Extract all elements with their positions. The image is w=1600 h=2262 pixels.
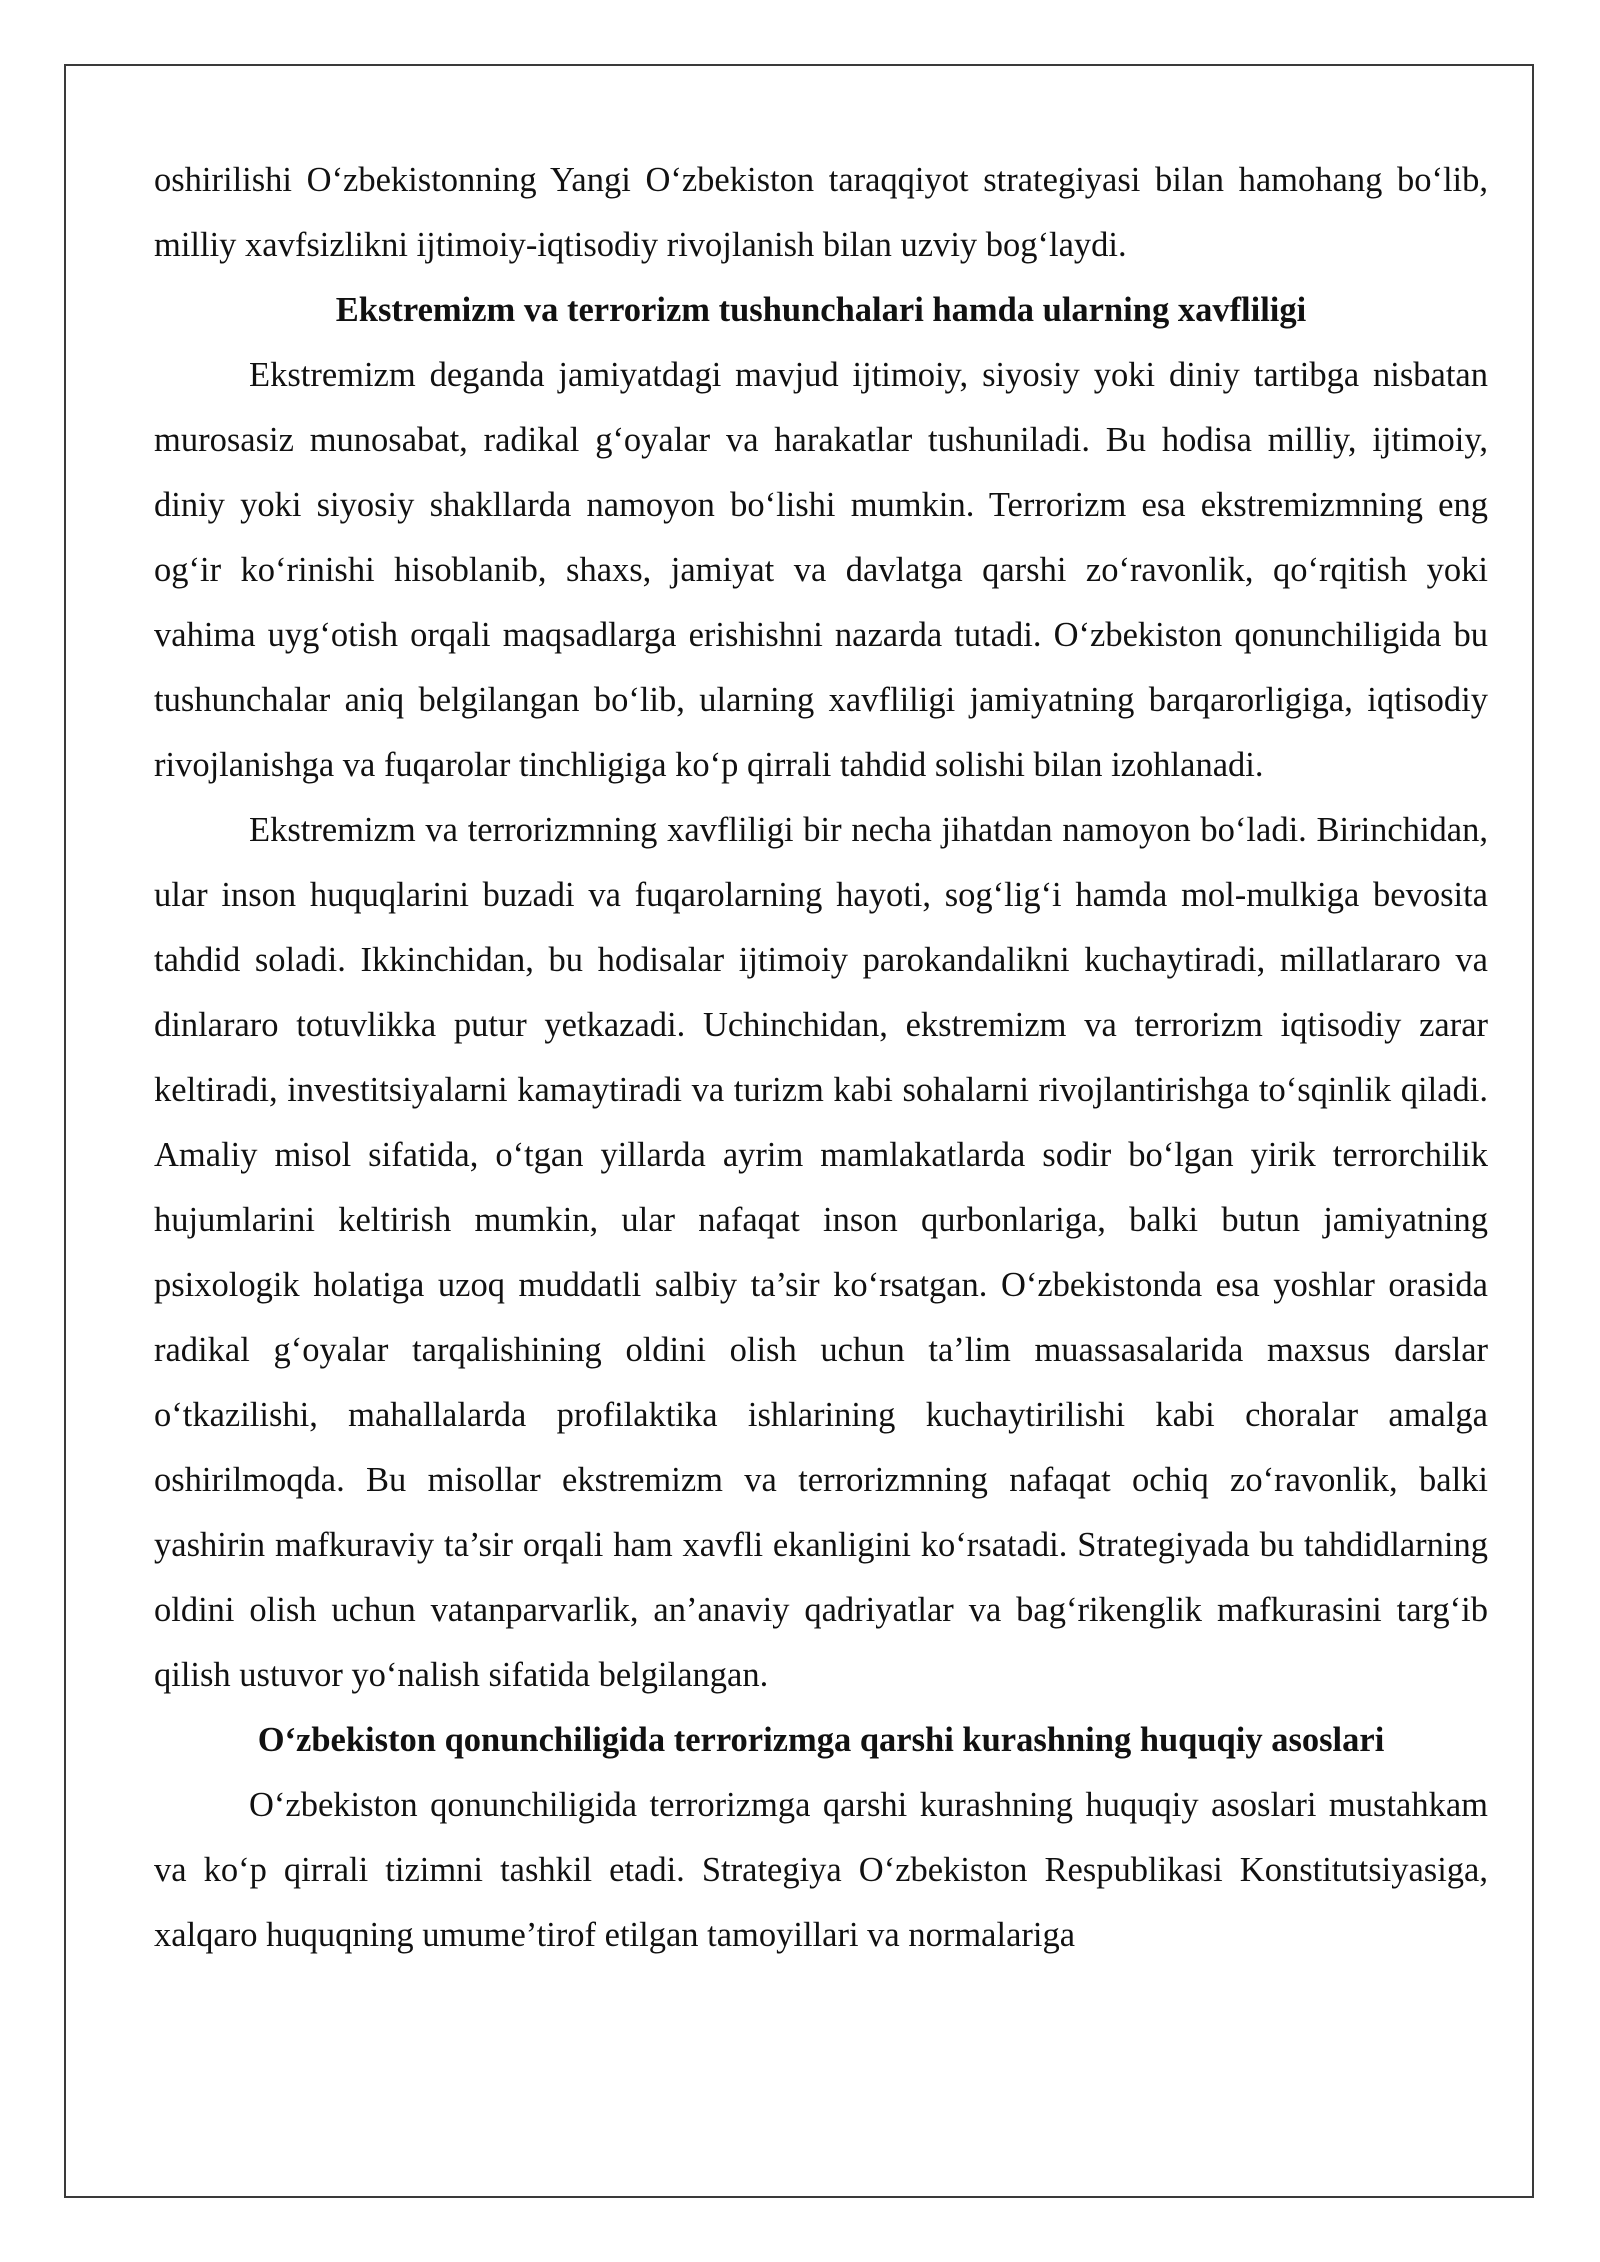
section-heading-legal-basis: O‘zbekiston qonunchiligida terrorizmga qarshi kurashning huquqiy asoslari bbox=[257, 1721, 1385, 1759]
paragraph-continued: oshirilishi O‘zbekistonning Yangi O‘zbekiston taraqqiyot strategiyasi bilan hamohang bo‘lib, milliy xavfsizlikni ijtimoiy-iqtisodiy rivojlanish bilan uzviy bog‘laydi. bbox=[154, 161, 1488, 264]
paragraph-dangers: Ekstremizm va terrorizmning xavfliligi bir necha jihatdan namoyon bo‘ladi. Birinchidan, ular inson huquqlarini buzadi va fuqarolarning hayoti, sog‘lig‘i hamda mol-mulkiga bevosita tahdid soladi. Ikkinchidan, bu hodisalar ijtimoiy parokandalikni kuchaytiradi, millatlararo va dinlararo totuvlikka putur yetkazadi. Uchinchidan, ekstremizm va terrorizm iqtisodiy zarar keltiradi, investitsiyalarni kamaytiradi va turizm kabi sohalarni rivojlantirishga to‘sqinlik qiladi. Amaliy misol sifatida, o‘tgan yillarda ayrim mamlakatlarda sodir bo‘lgan yirik terrorchilik hujumlarini keltirish mumkin, ular nafaqat inson qurbonlariga, balki butun jamiyatning psixologik holatiga uzoq muddatli salbiy ta’sir ko‘rsatgan. O‘zbekistonda esa yoshlar orasida radikal g‘oyalar tarqalishining oldini olish uchun ta’lim muassasalarida maxsus darslar o‘tkazilishi, mahallalarda profilaktika ishlarining kuchaytirilishi kabi choralar amalga oshirilmoqda. Bu misollar ekstremizm va terrorizmning nafaqat ochiq zo‘ravonlik, balki yashirin mafkuraviy ta’sir orqali ham xavfli ekanligini ko‘rsatadi. Strategiyada bu tahdidlarning oldini olish uchun vatanparvarlik, an’anaviy qadriyatlar va bag‘rikenglik mafkurasini targ‘ib qilish ustuvor yo‘nalish sifatida belgilangan. bbox=[154, 811, 1488, 1694]
paragraph-definitions: Ekstremizm deganda jamiyatdagi mavjud ijtimoiy, siyosiy yoki diniy tartibga nisbatan murosasiz munosabat, radikal g‘oyalar va harakatlar tushuniladi. Bu hodisa milliy, ijtimoiy, diniy yoki siyosiy shakllarda namoyon bo‘lishi mumkin. Terrorizm esa ekstremizmning eng og‘ir ko‘rinishi hisoblanib, shaxs, jamiyat va davlatga qarshi zo‘ravonlik, qo‘rqitish yoki vahima uyg‘otish orqali maqsadlarga erishishni nazarda tutadi. O‘zbekiston qonunchiligida bu tushunchalar aniq belgilangan bo‘lib, ularning xavfliligi jamiyatning barqarorligiga, iqtisodiy rivojlanishga va fuqarolar tinchligiga ko‘p qirrali tahdid solishi bilan izohlanadi. bbox=[154, 356, 1488, 784]
document-body bbox=[154, 148, 1488, 1968]
section-heading-extremism: Ekstremizm va terrorizm tushunchalari hamda ularning xavfliligi bbox=[335, 291, 1307, 329]
paragraph-legal-basis: O‘zbekiston qonunchiligida terrorizmga qarshi kurashning huquqiy asoslari mustahkam va ko‘p qirrali tizimni tashkil etadi. Strategiya O‘zbekiston Respublikasi Konstitutsiyasiga, xalqaro huquqning umume’tirof etilgan tamoyillari va normalariga bbox=[154, 1786, 1488, 1954]
